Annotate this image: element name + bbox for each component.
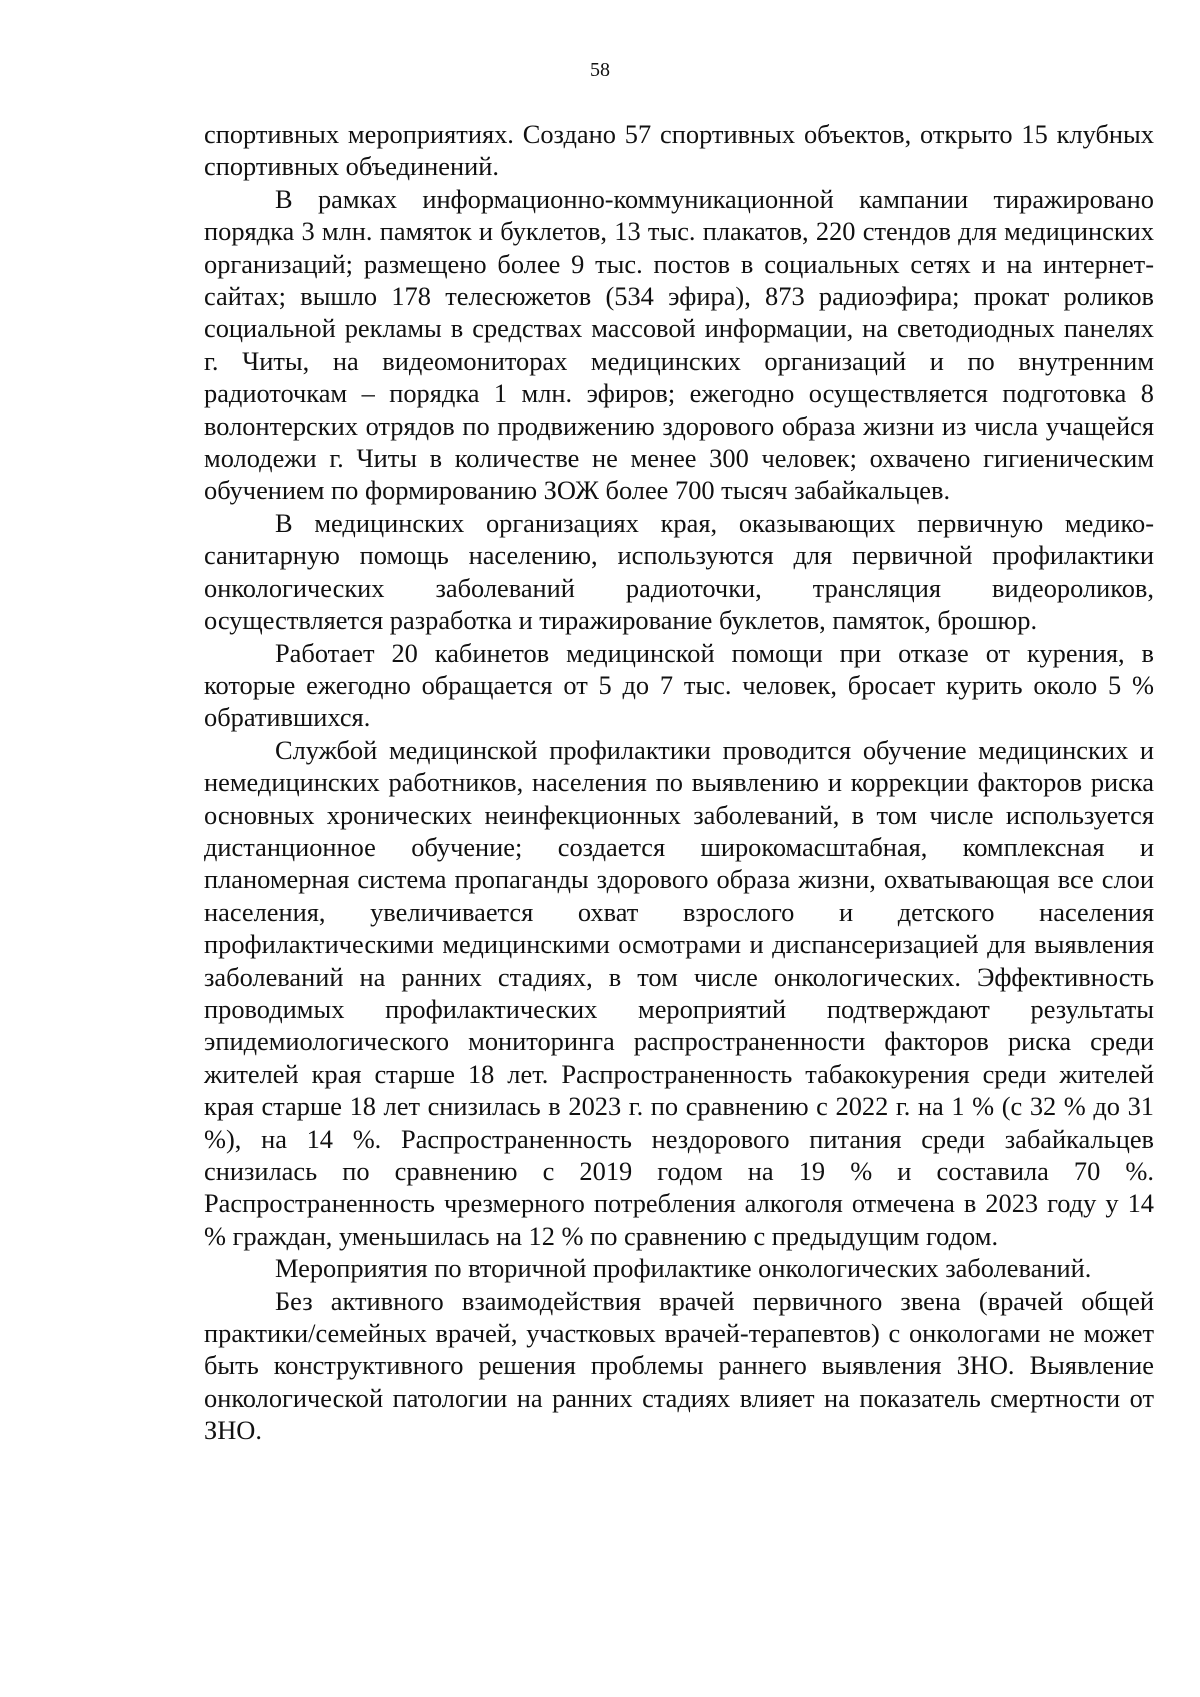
paragraph-info-campaign: В рамках информационно-коммуникационной кампании тиражировано порядка 3 млн. памяток и буклетов, 13 тыс. плакатов, 220 стендов для медицинских организаций; размещено более 9 тыс. постов в социальных сетях и на интернет-сайтах; вышло 178 телесюжетов (534 эфира), 873 радиоэфира; прокат роликов социальной рекламы в средствах массовой информации, на светодиодных панелях г. Читы, на видеомониторах медицинских организаций и по внутренним радиоточкам – порядка 1 млн. эфиров; ежегодно осуществляется подготовка 8 волонтерских отрядов по продвижению здорового образа жизни из числа учащейся молодежи г. Читы в количестве не менее 300 человек; охвачено гигиеническим обучением по формированию ЗОЖ более 700 тысяч забайкальцев.: [204, 183, 1154, 506]
paragraph-continuation: спортивных мероприятиях. Создано 57 спортивных объектов, открыто 15 клубных спортивных объединений.: [204, 119, 1154, 182]
paragraph-secondary-prevention-heading: Мероприятия по вторичной профилактике онкологических заболеваний.: [275, 1253, 1092, 1284]
paragraph-smoking-cessation: Работает 20 кабинетов медицинской помощи при отказе от курения, в которые ежегодно обращается от 5 до 7 тыс. человек, бросает курить около 5 % обратившихся.: [204, 637, 1154, 733]
page-number: 58: [590, 59, 610, 81]
paragraph-primary-care-interaction: Без активного взаимодействия врачей первичного звена (врачей общей практики/семейных врачей, участковых врачей-терапевтов) с онкологами не может быть конструктивного решения проблемы раннего выявления ЗНО. Выявление онкологической патологии на ранних стадиях влияет на показатель смертности от ЗНО.: [204, 1285, 1154, 1446]
document-body: [204, 118, 1154, 1447]
paragraph-prevention-service: Службой медицинской профилактики проводится обучение медицинских и немедицинских работников, населения по выявлению и коррекции факторов риска основных хронических неинфекционных заболеваний, в том числе используется дистанционное обучение; создается широкомасштабная, комплексная и планомерная система пропаганды здорового образа жизни, охватывающая все слои населения, увеличивается охват взрослого и детского населения профилактическими медицинскими осмотрами и диспансеризацией для выявления заболеваний на ранних стадиях, в том числе онкологических. Эффективность проводимых профилактических мероприятий подтверждают результаты эпидемиологического мониторинга распространенности факторов риска среди жителей края старше 18 лет. Распространенность табакокурения среди жителей края старше 18 лет снизилась в 2023 г. по сравнению с 2022 г. на 1 % (с 32 % до 31 %), на 14 %. Распространенность нездорового питания среди забайкальцев снизилась по сравнению с 2019 годом на 19 % и составила 70 %. Распространенность чрезмерного потребления алкоголя отмечена в 2023 году у 14 % граждан, уменьшилась на 12 % по сравнению с предыдущим годом.: [204, 734, 1154, 1251]
paragraph-primary-prevention: В медицинских организациях края, оказывающих первичную медико-санитарную помощь населению, используются для первичной профилактики онкологических заболеваний радиоточки, трансляция видеороликов, осуществляется разработка и тиражирование буклетов, памяток, брошюр.: [204, 507, 1154, 636]
